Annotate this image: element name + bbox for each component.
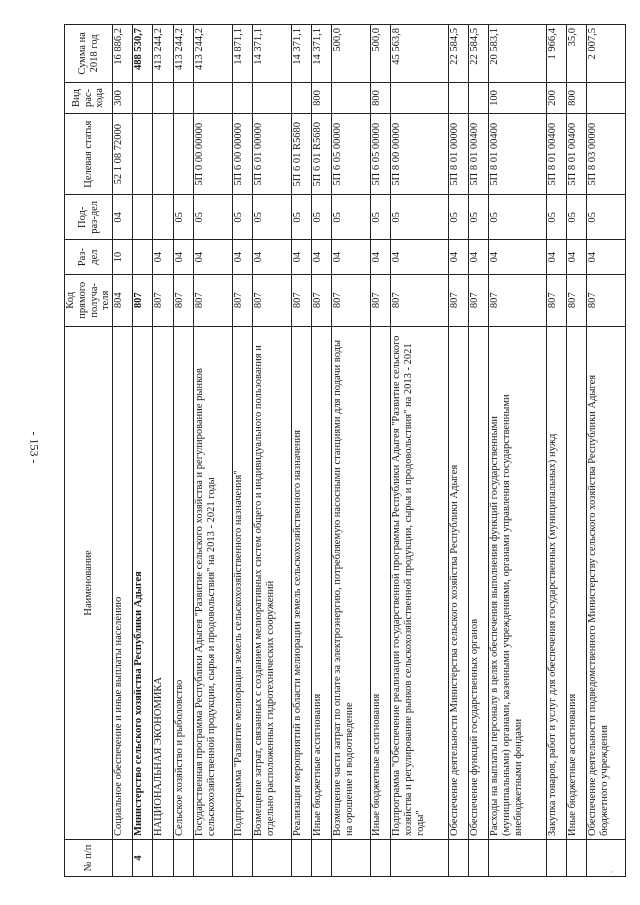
row-subsection: 05 xyxy=(252,195,291,240)
row-code: 807 xyxy=(153,274,173,326)
row-sum: 500,0 xyxy=(332,25,371,83)
row-sum: 22 584,5 xyxy=(448,25,468,83)
row-name: Обеспечение деятельности Министерства сельского хозяйства Республики Адыгея xyxy=(448,326,468,839)
row-code: 807 xyxy=(311,274,331,326)
table-row xyxy=(173,25,193,877)
row-num xyxy=(232,839,252,876)
row-target xyxy=(173,114,193,195)
row-target: 5П 0 00 00000 xyxy=(193,114,232,195)
row-code: 807 xyxy=(133,274,153,326)
row-subsection: 05 xyxy=(193,195,232,240)
row-name: Обеспечение деятельности подведомственного Министерству сельского хозяйства Республики Адыгея бюджетного учреждения xyxy=(586,326,625,839)
table-row xyxy=(113,25,133,877)
header-row xyxy=(65,25,113,877)
row-sum: 413 244,2 xyxy=(193,25,232,83)
row-sum: 488 530,7 xyxy=(133,25,153,83)
row-code: 807 xyxy=(332,274,371,326)
row-code: 807 xyxy=(546,274,566,326)
row-sum: 14 371,1 xyxy=(252,25,291,83)
row-name: Государственная программа Республики Адыгея "Развитие сельского хозяйства и регулирование рынков сельскохозяйственной продукции, сырья и продовольствия" на 2013 - 2021 годы xyxy=(193,326,232,839)
row-num xyxy=(448,839,468,876)
row-subsection: 05 xyxy=(291,195,311,240)
row-name: Подпрограмма "Развитие мелиорации земель сельскохозяйственного назначения" xyxy=(232,326,252,839)
row-code: 807 xyxy=(489,274,546,326)
row-target: 5П 8 01 00400 xyxy=(489,114,546,195)
row-kind xyxy=(232,82,252,114)
table-row xyxy=(489,25,546,877)
row-target: 5П 6 01 00000 xyxy=(252,114,291,195)
row-num xyxy=(173,839,193,876)
row-target xyxy=(153,114,173,195)
row-num xyxy=(311,839,331,876)
row-section: 04 xyxy=(586,240,625,274)
row-section: 04 xyxy=(291,240,311,274)
row-name: Реализация мероприятий в области мелиорации земель сельскохозяйственного назначения xyxy=(291,326,311,839)
row-target: 5П 6 01 R5680 xyxy=(311,114,331,195)
row-section: 04 xyxy=(391,240,448,274)
row-num: 4 xyxy=(133,839,153,876)
row-kind xyxy=(448,82,468,114)
row-subsection: 05 xyxy=(468,195,488,240)
row-section xyxy=(133,240,153,274)
row-target: 5П 8 01 00400 xyxy=(546,114,566,195)
row-name: Обеспечение функций государственных органов xyxy=(468,326,488,839)
row-target xyxy=(133,114,153,195)
row-sum: 1 966,4 xyxy=(546,25,566,83)
row-subsection: 05 xyxy=(391,195,448,240)
row-target: 5П 8 01 00400 xyxy=(566,114,586,195)
row-kind xyxy=(468,82,488,114)
row-section: 04 xyxy=(252,240,291,274)
row-target: 52 1 08 72000 xyxy=(113,114,133,195)
row-target: 5П 6 05 00000 xyxy=(332,114,371,195)
table-row xyxy=(586,25,625,877)
row-sum: 14 371,1 xyxy=(291,25,311,83)
row-num xyxy=(252,839,291,876)
row-num xyxy=(586,839,625,876)
row-kind: 800 xyxy=(370,82,390,114)
row-code: 807 xyxy=(193,274,232,326)
table-row xyxy=(370,25,390,877)
header-target: Целевая статья xyxy=(65,114,113,195)
row-target: 5П 8 01 00000 xyxy=(448,114,468,195)
header-num: № п/п xyxy=(65,839,113,876)
row-name: Иные бюджетные ассигнования xyxy=(311,326,331,839)
table-row xyxy=(232,25,252,877)
row-num xyxy=(153,839,173,876)
row-code: 807 xyxy=(252,274,291,326)
row-code: 807 xyxy=(468,274,488,326)
table-row xyxy=(193,25,232,877)
row-sum: 413 244,2 xyxy=(153,25,173,83)
row-code: 807 xyxy=(232,274,252,326)
table-row xyxy=(566,25,586,877)
row-section: 04 xyxy=(370,240,390,274)
row-target: 5П 6 05 00000 xyxy=(370,114,390,195)
row-kind xyxy=(173,82,193,114)
row-section: 04 xyxy=(232,240,252,274)
row-subsection: 04 xyxy=(113,195,133,240)
row-sum: 413 244,2 xyxy=(173,25,193,83)
row-section: 10 xyxy=(113,240,133,274)
row-sum: 22 584,5 xyxy=(468,25,488,83)
row-sum: 2 007,5 xyxy=(586,25,625,83)
row-kind xyxy=(291,82,311,114)
row-subsection xyxy=(153,195,173,240)
table-row xyxy=(332,25,371,877)
row-code: 804 xyxy=(113,274,133,326)
scan-speck: · xyxy=(610,868,613,877)
table-row xyxy=(311,25,331,877)
row-num xyxy=(546,839,566,876)
table-row xyxy=(252,25,291,877)
row-subsection: 05 xyxy=(546,195,566,240)
header-kind: Вид рас-хода xyxy=(65,82,113,114)
row-sum: 45 563,8 xyxy=(391,25,448,83)
budget-table xyxy=(64,24,626,877)
row-subsection: 05 xyxy=(489,195,546,240)
row-kind xyxy=(586,82,625,114)
row-target: 5П 6 01 R5680 xyxy=(291,114,311,195)
row-name: Социальное обеспечение и иные выплаты населению xyxy=(113,326,133,839)
row-num xyxy=(332,839,371,876)
row-subsection: 05 xyxy=(370,195,390,240)
row-code: 807 xyxy=(370,274,390,326)
row-section: 04 xyxy=(566,240,586,274)
row-target: 5П 8 03 00000 xyxy=(586,114,625,195)
row-section: 04 xyxy=(546,240,566,274)
row-target: 5П 6 00 00000 xyxy=(232,114,252,195)
table-row xyxy=(133,25,153,877)
row-sum: 35,0 xyxy=(566,25,586,83)
row-name: Министерство сельского хозяйства Республики Адыгея xyxy=(133,326,153,839)
row-code: 807 xyxy=(448,274,468,326)
header-section: Раз-дел xyxy=(65,240,113,274)
row-num xyxy=(391,839,448,876)
row-section: 04 xyxy=(332,240,371,274)
row-section: 04 xyxy=(173,240,193,274)
row-name: Возмещение части затрат по оплате за электроэнергию, потребляемую насосными станциями для подачи воды на орошение и водоотведение xyxy=(332,326,371,839)
row-kind: 200 xyxy=(546,82,566,114)
row-kind: 300 xyxy=(113,82,133,114)
row-name: Возмещение затрат, связанных с созданием мелиоративных систем общего и индивидуального пользования и отдельно расположенных гидротехнических сооружений xyxy=(252,326,291,839)
row-num xyxy=(468,839,488,876)
row-section: 04 xyxy=(448,240,468,274)
table-body xyxy=(113,25,626,877)
row-num xyxy=(193,839,232,876)
row-kind xyxy=(193,82,232,114)
table-row xyxy=(448,25,468,877)
row-name: Сельское хозяйство и рыболовство xyxy=(173,326,193,839)
row-num xyxy=(566,839,586,876)
row-subsection: 05 xyxy=(448,195,468,240)
row-sum: 14 871,1 xyxy=(232,25,252,83)
row-name: Расходы на выплаты персоналу в целях обеспечения выполнения функций государственными (муниципальными) органами, казенными учреждениями, органами управления государственными внебюджетными фондами xyxy=(489,326,546,839)
row-sum: 14 371,1 xyxy=(311,25,331,83)
row-subsection: 05 xyxy=(232,195,252,240)
row-section: 04 xyxy=(311,240,331,274)
budget-table-rotated xyxy=(64,24,626,877)
row-num xyxy=(113,839,133,876)
row-name: Подпрограмма "Обеспечение реализации государственной программы Республики Адыгея "Развитие сельского хозяйства и регулирование рынков сельскохозяйственной продукции, сырья и продовольствия" на 2013 - 2021 годы" xyxy=(391,326,448,839)
row-sum: 20 583,1 xyxy=(489,25,546,83)
row-name: Иные бюджетные ассигнования xyxy=(370,326,390,839)
row-num xyxy=(370,839,390,876)
row-num xyxy=(489,839,546,876)
row-name: Закупка товаров, работ и услуг для обеспечения государственных (муниципальных) нужд xyxy=(546,326,566,839)
row-kind xyxy=(391,82,448,114)
row-kind xyxy=(153,82,173,114)
row-kind xyxy=(252,82,291,114)
row-kind xyxy=(133,82,153,114)
header-name: Наименование xyxy=(65,326,113,839)
row-subsection xyxy=(133,195,153,240)
row-target: 5П 8 01 00400 xyxy=(468,114,488,195)
row-subsection: 05 xyxy=(332,195,371,240)
row-kind: 800 xyxy=(311,82,331,114)
table-row xyxy=(468,25,488,877)
row-section: 04 xyxy=(468,240,488,274)
row-section: 04 xyxy=(489,240,546,274)
table-row xyxy=(153,25,173,877)
row-kind: 100 xyxy=(489,82,546,114)
header-code: Код прямого получа-теля xyxy=(65,274,113,326)
row-subsection: 05 xyxy=(311,195,331,240)
row-subsection: 05 xyxy=(173,195,193,240)
row-kind xyxy=(332,82,371,114)
table-row xyxy=(546,25,566,877)
row-code: 807 xyxy=(566,274,586,326)
row-section: 04 xyxy=(153,240,173,274)
row-code: 807 xyxy=(173,274,193,326)
table-row xyxy=(391,25,448,877)
row-subsection: 05 xyxy=(566,195,586,240)
row-code: 807 xyxy=(291,274,311,326)
row-target: 5П 8 00 00000 xyxy=(391,114,448,195)
row-kind: 800 xyxy=(566,82,586,114)
page-number: - 153 - xyxy=(27,431,42,464)
row-code: 807 xyxy=(586,274,625,326)
row-name: НАЦИОНАЛЬНАЯ ЭКОНОМИКА xyxy=(153,326,173,839)
row-code: 807 xyxy=(391,274,448,326)
row-num xyxy=(291,839,311,876)
row-sum: 16 886,2 xyxy=(113,25,133,83)
row-sum: 500,0 xyxy=(370,25,390,83)
header-sum: Сумма на 2018 год xyxy=(65,25,113,83)
row-section: 04 xyxy=(193,240,232,274)
row-subsection: 05 xyxy=(586,195,625,240)
header-subsection: Под-раз-дел xyxy=(65,195,113,240)
row-name: Иные бюджетные ассигнования xyxy=(566,326,586,839)
table-row xyxy=(291,25,311,877)
